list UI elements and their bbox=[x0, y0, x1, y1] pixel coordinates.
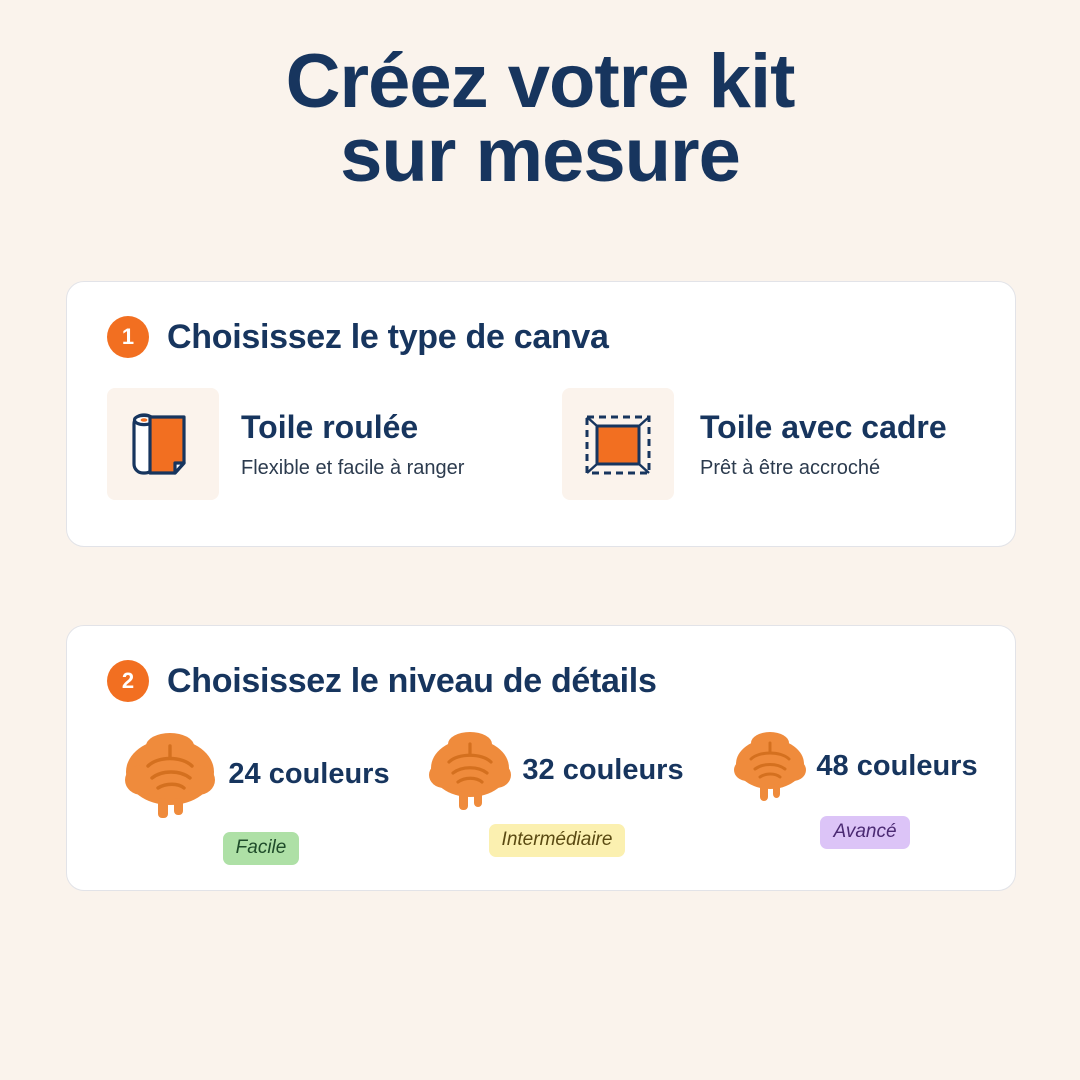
option-detail-24[interactable] bbox=[101, 722, 401, 865]
rolled-canvas-text bbox=[219, 408, 464, 479]
step-1-heading: Choisissez le type de canva bbox=[167, 317, 609, 356]
rolled-canvas-name: Toile roulée bbox=[241, 409, 419, 446]
detail-24-badge: Facile bbox=[223, 832, 300, 865]
framed-canvas-text bbox=[674, 408, 947, 479]
page-title bbox=[0, 0, 1080, 199]
step-2-heading: Choisissez le niveau de détails bbox=[167, 661, 657, 700]
rolled-canvas-icon bbox=[120, 401, 206, 487]
detail-32-badge: Intermédiaire bbox=[489, 824, 626, 857]
step-2-card bbox=[66, 625, 1016, 891]
rose-icon bbox=[418, 722, 522, 818]
page-title-line-1: Créez votre kit bbox=[285, 39, 795, 124]
framed-canvas-description: Prêt à être accroché bbox=[700, 456, 881, 479]
detail-level-options bbox=[67, 702, 1015, 865]
rose-icon bbox=[724, 722, 816, 810]
option-detail-48[interactable] bbox=[701, 722, 1001, 849]
rolled-canvas-thumb bbox=[107, 388, 219, 500]
rolled-canvas-description: Flexible et facile à ranger bbox=[241, 456, 465, 479]
detail-24-main bbox=[112, 722, 389, 826]
canvas-type-options bbox=[67, 358, 1015, 500]
framed-canvas-icon bbox=[575, 401, 661, 487]
detail-32-label: 32 couleurs bbox=[522, 753, 684, 786]
framed-canvas-thumb bbox=[562, 388, 674, 500]
option-rolled-canvas[interactable] bbox=[107, 388, 562, 500]
detail-24-label: 24 couleurs bbox=[228, 757, 390, 790]
page-title-line-2: sur mesure bbox=[340, 113, 740, 199]
framed-canvas-name: Toile avec cadre bbox=[700, 409, 947, 446]
rose-icon bbox=[112, 722, 228, 826]
option-detail-32[interactable] bbox=[401, 722, 701, 857]
step-2-header bbox=[67, 626, 1015, 702]
step-1-card bbox=[66, 281, 1016, 547]
detail-48-label: 48 couleurs bbox=[816, 749, 978, 782]
step-2-number-badge: 2 bbox=[107, 660, 149, 702]
option-framed-canvas[interactable] bbox=[562, 388, 947, 500]
step-1-header bbox=[67, 282, 1015, 358]
detail-48-main bbox=[724, 722, 977, 810]
detail-48-badge: Avancé bbox=[820, 816, 909, 849]
step-1-number-badge: 1 bbox=[107, 316, 149, 358]
detail-32-main bbox=[418, 722, 683, 818]
